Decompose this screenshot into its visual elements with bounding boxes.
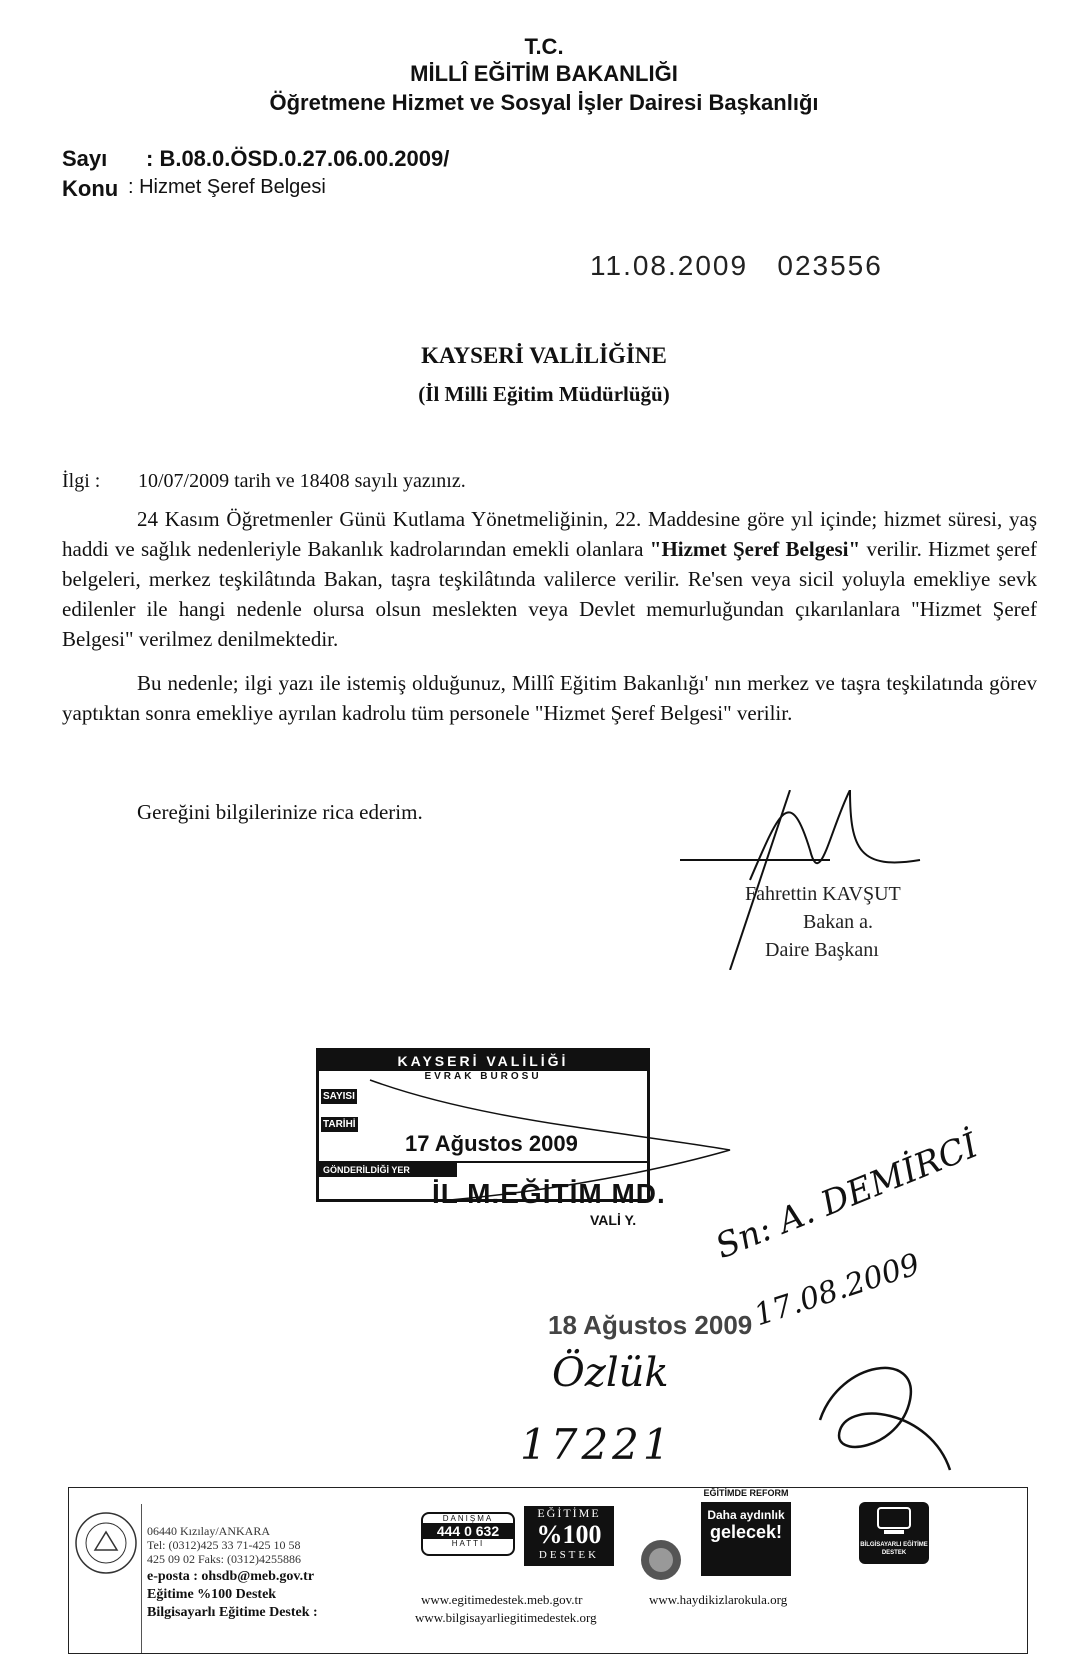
incoming-stamp-number: 11.08.2009 023556 — [590, 250, 883, 281]
konu-label: Konu — [62, 176, 119, 201]
stamp-subtitle: EVRAK BÜROSU — [424, 1071, 542, 1082]
reform-logo — [701, 1488, 791, 1576]
reform-line2: gelecek! — [709, 1522, 783, 1542]
recipient-line1: KAYSERİ VALİLİĞİNE — [421, 343, 667, 368]
footer-contact — [147, 1524, 301, 1566]
signer-title-1: Bakan a. — [803, 911, 873, 933]
ilgi-text: 10/07/2009 tarih ve 18408 sayılı yazınız. — [138, 470, 466, 492]
handwritten-note-name: Sn: A. DEMİRCİ — [710, 1125, 984, 1268]
header-ministry — [0, 34, 1088, 118]
computer-logo-text: BİLGİSAYARLI EĞİTİME DESTEK — [860, 1542, 928, 1556]
konu-value: : Hizmet Şeref Belgesi — [128, 176, 326, 198]
ilgi-label: İlgi : — [62, 470, 101, 492]
danisma-bottom: HATTI — [451, 1539, 485, 1548]
footer-email: e-posta : ohsdb@meb.gov.tr — [147, 1569, 315, 1584]
danisma-number: 444 0 632 — [423, 1523, 513, 1539]
danisma-logo — [421, 1512, 515, 1556]
body-p1-text-b: verilir. Hizmet şeref belgeleri, merkez teşkilâtında Bakan, taşra teşkilâtında valilerce verilir. Re'sen veya sicil yoluyla emekliye sevk edilenler ile hangi nedenle olursa olsun meslekten veya Devlet memurluğundan çıkarılanlara "Hizmet Şeref Belgesi" verilmez denilmektedir. — [62, 537, 1038, 651]
stamp-sayi-label: SAYISI — [323, 1091, 355, 1102]
computer-education-logo — [859, 1502, 929, 1564]
header-department: Öğretmene Hizmet ve Sosyal İşler Dairesi Başkanlığı — [269, 90, 819, 115]
footer-labels — [147, 1568, 318, 1622]
ministry-seal-icon — [73, 1510, 139, 1576]
body-p1-bold: "Hizmet Şeref Belgesi" — [649, 537, 861, 561]
footer-url-1: www.egitimedestek.meb.gov.tr — [421, 1592, 583, 1607]
footer-url-2: www.bilgisayarliegitimedestek.org — [415, 1610, 597, 1625]
stamp-vali: VALİ Y. — [590, 1212, 637, 1228]
egitime-logo-bottom: DESTEK — [538, 1549, 600, 1561]
stamp-tarih-label: TARİHİ — [323, 1119, 356, 1130]
egitime-logo — [524, 1506, 614, 1566]
footer-phone2: 425 09 02 Faks: (0312)4255886 — [147, 1552, 301, 1566]
handwritten-note-date: 17.08.2009 — [750, 1246, 925, 1334]
girls-school-emblem-icon — [639, 1538, 683, 1582]
footer-bilgisayarli-label: Bilgisayarlı Eğitime Destek : — [147, 1605, 318, 1620]
egitime-logo-mid: %100 — [536, 1520, 602, 1549]
body-paragraph-2: Bu nedenle; ilgi yazı ile istemiş olduğunuz, Millî Eğitim Bakanlığı' nın merkez ve taşra teşkilatında görev yaptıktan sonra emekliye ayrılan kadrolu tüm personele "Hizmet Şeref Belgesi" verilir. — [62, 671, 1037, 725]
sayi-value: : B.08.0.ÖSD.0.27.06.00.2009/ — [146, 146, 450, 171]
handwritten-signature — [800, 1340, 960, 1480]
signer-title-2: Daire Başkanı — [765, 939, 879, 961]
header-tc: T.C. — [524, 34, 564, 59]
stamp-date: 17 Ağustos 2009 — [405, 1131, 578, 1156]
sayi-label: Sayı — [62, 146, 108, 171]
egitime-logo-top: EĞİTİME — [537, 1506, 601, 1520]
footer-url-3: www.haydikizlarokula.org — [649, 1592, 788, 1607]
danisma-top: DANIŞMA — [442, 1514, 494, 1523]
body-paragraph-1 — [62, 504, 1037, 654]
recipient-line2: (İl Milli Eğitim Müdürlüğü) — [418, 382, 670, 406]
footer-address: 06440 Kızılay/ANKARA — [147, 1524, 270, 1538]
signature-block — [745, 880, 901, 964]
stamp-scribble — [360, 1060, 740, 1210]
reform-title: EĞİTİMDE REFORM — [703, 1488, 789, 1498]
stamp-forward-label: GÖNDERİLDİĞİ YER — [319, 1163, 457, 1177]
stamp-title: KAYSERİ VALİLİĞİ — [319, 1051, 647, 1071]
footer-divider — [141, 1504, 142, 1653]
handwritten-ozluk: Özlük — [552, 1350, 669, 1396]
second-stamp-date: 18 Ağustos 2009 — [548, 1310, 753, 1340]
body-p1-text-a: 24 Kasım Öğretmenler Günü Kutlama Yönetmeliğinin, 22. Maddesine göre yıl içinde; hizmet süresi, yaş haddi ve sağlık nedenleriyle Bakanlık kadrolarından emekli olanlara — [62, 507, 1037, 561]
handwritten-number: 17221 — [520, 1420, 674, 1469]
closing-line: Gereğini bilgilerinize rica ederim. — [137, 800, 423, 824]
header-ministry-name: MİLLÎ EĞİTİM BAKANLIĞI — [410, 61, 678, 86]
computer-icon — [874, 1506, 914, 1536]
footer-phone: Tel: (0312)425 33 71-425 10 58 — [147, 1538, 301, 1552]
reform-line1: Daha aydınlık — [707, 1508, 785, 1522]
recipient-block — [0, 338, 1088, 414]
footer-egitime-label: Eğitime %100 Destek — [147, 1587, 277, 1602]
reform-banner — [701, 1502, 791, 1576]
signer-name: Fahrettin KAVŞUT — [745, 883, 901, 905]
stamp-forward-to: İL M.EĞİTİM MD. — [432, 1178, 666, 1209]
footer-box — [68, 1487, 1028, 1654]
